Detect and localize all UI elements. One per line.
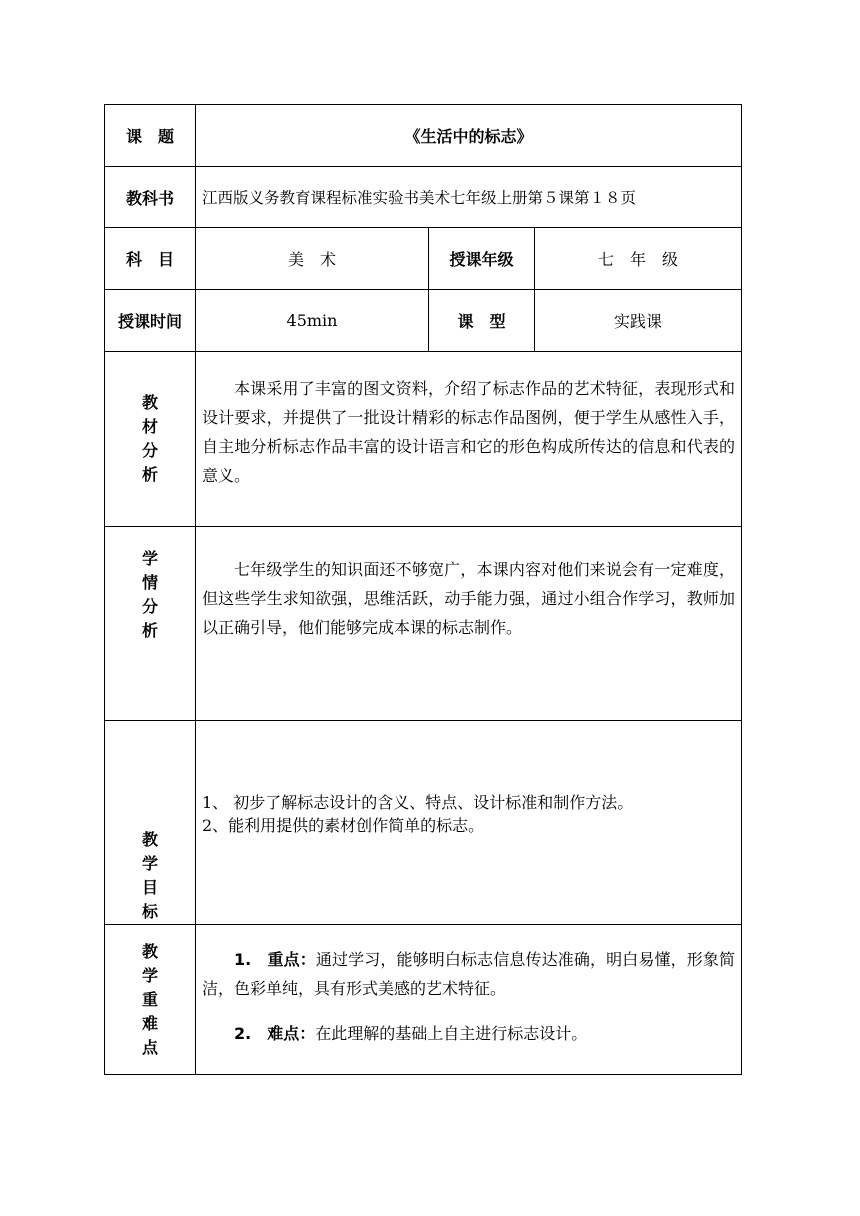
difficult-point-text: 在此理解的基础上自主进行标志设计。 [315,1024,588,1043]
key-point-text: 通过学习，能够明白标志信息传达准确，明白易懂，形象简洁，色彩单纯，具有形式美感的艺术特征。 [202,950,735,998]
student-analysis-cell [196,527,742,721]
goal-item: 2、能利用提供的素材创作简单的标志。 [202,816,485,835]
time-label: 授课时间 [105,290,196,352]
textbook-label: 教科书 [105,167,196,228]
student-analysis-text: 七年级学生的知识面还不够宽广，本课内容对他们来说会有一定难度，但这些学生求知欲强，思维活跃，动手能力强，通过小组合作学习，教师加以正确引导，他们能够完成本课的标志制作。 [202,560,736,637]
key-point-prefix: 1. 重点： [234,950,316,969]
textbook-row [105,167,742,228]
material-analysis-cell [196,352,742,527]
grade-value: 七 年 级 [535,228,742,290]
topic-label: 课 题 [105,105,196,167]
key-point [196,945,741,1003]
teaching-goals-cell [196,721,742,925]
time-row [105,290,742,352]
time-value: 45min [196,290,429,352]
goals-row [105,721,742,925]
textbook-value: 江西版义务教育课程标准实验书美术七年级上册第５课第１８页 [196,167,742,228]
key-difficult-points-label: 教 学 重 难 点 [105,925,196,1075]
material-analysis-text: 本课采用了丰富的图文资料，介绍了标志作品的艺术特征，表现形式和设计要求，并提供了一批设计精彩的标志作品图例，便于学生从感性入手，自主地分析标志作品丰富的设计语言和它的形色构成所传达的信息和代表的意义。 [202,379,736,485]
type-label: 课 型 [429,290,535,352]
keypoints-row [105,925,742,1075]
teaching-goals-label: 教 学 目 标 [105,721,196,925]
key-difficult-points-cell [196,925,742,1075]
lesson-plan-table [104,104,742,1075]
subject-label: 科 目 [105,228,196,290]
subject-row [105,228,742,290]
topic-row [105,105,742,167]
topic-value: 《生活中的标志》 [196,105,742,167]
student-row [105,527,742,721]
difficult-point-prefix: 2. 难点： [234,1024,316,1043]
subject-value: 美 术 [196,228,429,290]
material-row [105,352,742,527]
difficult-point [196,1019,741,1048]
type-value: 实践课 [535,290,742,352]
grade-label: 授课年级 [429,228,535,290]
goal-item: 1、 初步了解标志设计的含义、特点、设计标准和制作方法。 [202,793,634,812]
student-analysis-label: 学 情 分 析 [105,527,196,721]
material-analysis-label: 教 材 分 析 [105,352,196,527]
